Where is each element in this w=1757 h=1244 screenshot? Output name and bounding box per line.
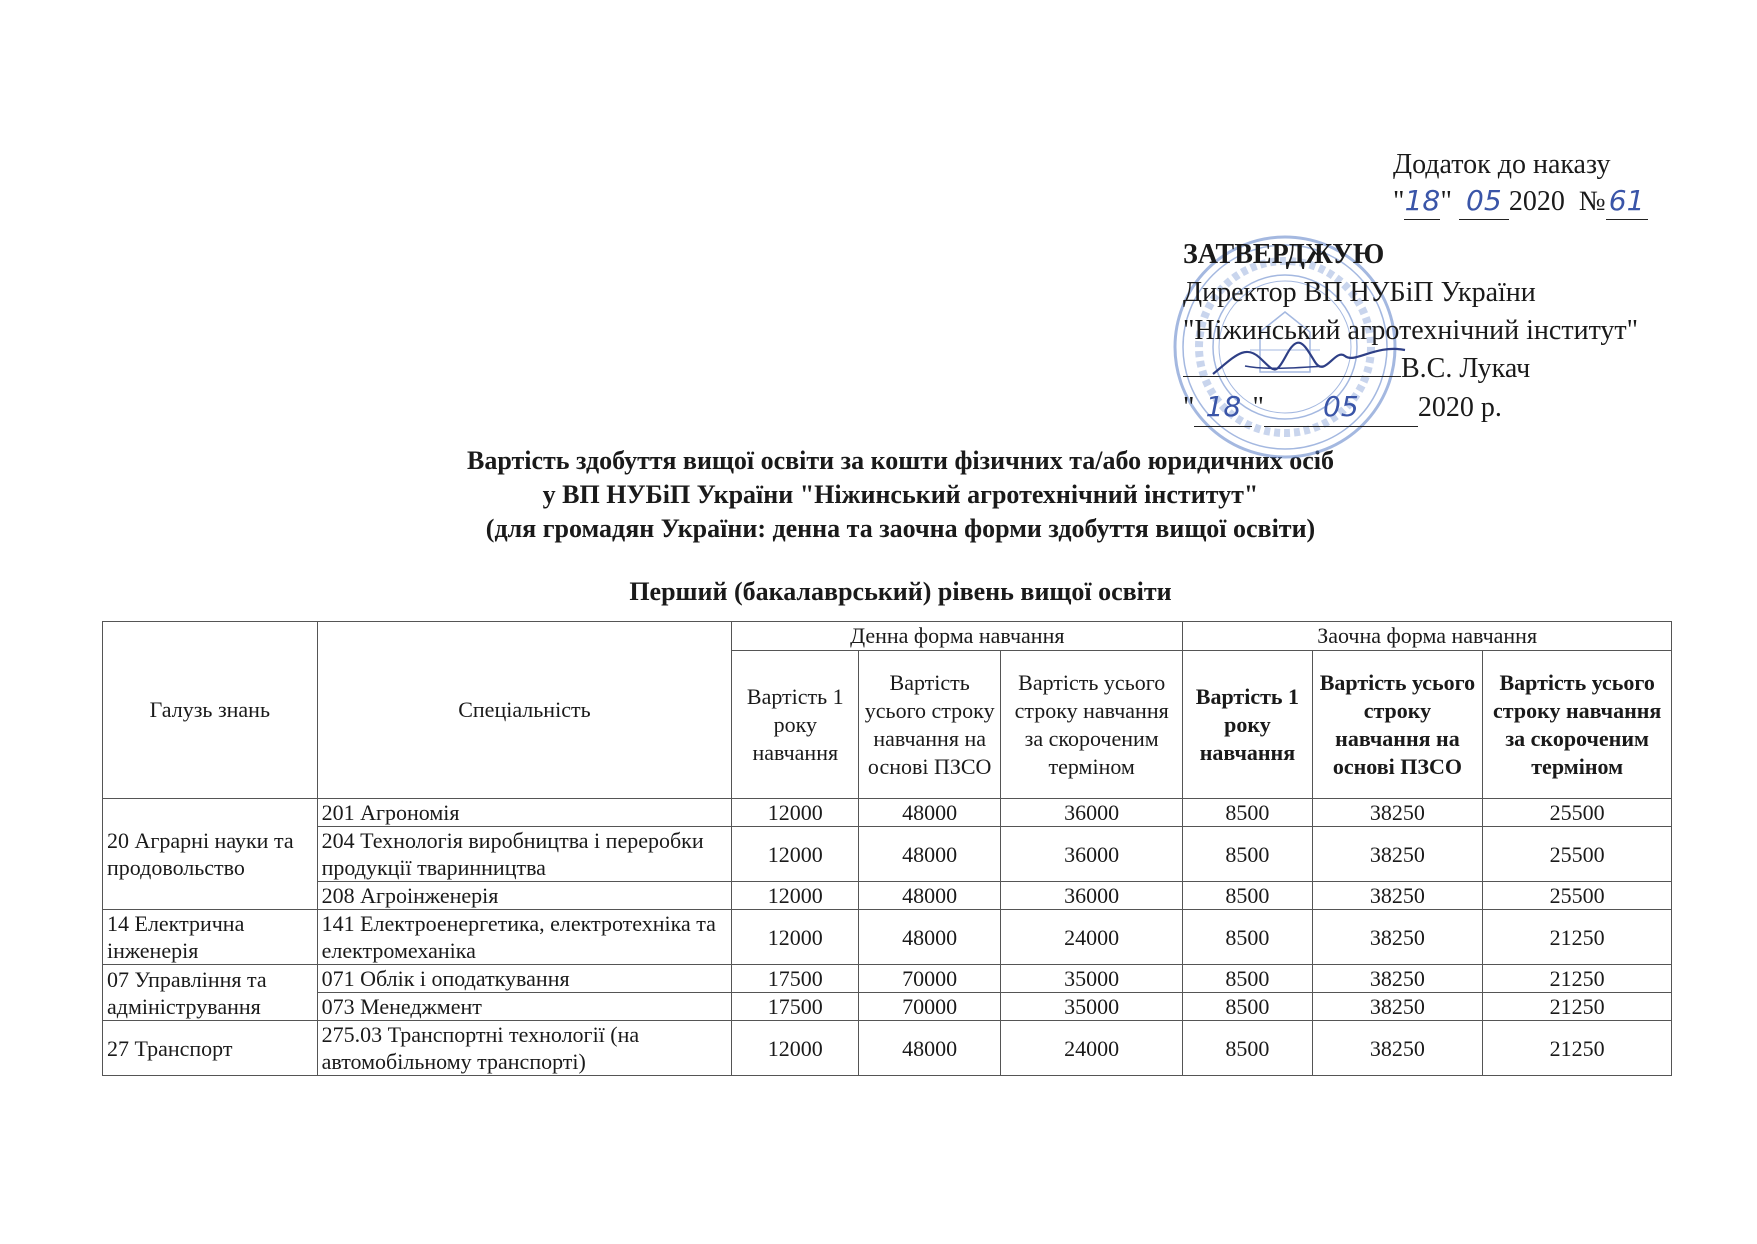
- appendix-order-line: "18" 05 2020 № 61: [1393, 183, 1648, 220]
- table-row: [103, 965, 1672, 993]
- header-day-form: Денна форма навчання: [732, 622, 1183, 651]
- value-cell: 8500: [1183, 993, 1312, 1021]
- approval-heading: ЗАТВЕРДЖУЮ: [1183, 239, 1385, 270]
- value-cell: 21250: [1483, 910, 1672, 965]
- area-cell: 14 Електрична інженерія: [103, 910, 318, 965]
- approval-year: 2020 р.: [1417, 392, 1502, 423]
- appendix-number: 61: [1606, 183, 1648, 220]
- value-cell: 24000: [1001, 910, 1183, 965]
- value-cell: 12000: [732, 799, 859, 827]
- value-cell: 17500: [732, 965, 859, 993]
- value-cell: 21250: [1483, 993, 1672, 1021]
- header-area: Галузь знань: [103, 622, 318, 799]
- value-cell: 48000: [859, 1021, 1001, 1076]
- value-cell: 12000: [732, 882, 859, 910]
- value-cell: 38250: [1312, 882, 1483, 910]
- approval-date-line: " 18 " 05 2020 р.: [1183, 388, 1638, 427]
- approval-month: 05: [1264, 388, 1418, 427]
- specialty-cell: 204 Технологія виробництва і переробки продукції тваринництва: [317, 827, 732, 882]
- header-day-full: Вартість усього строку навчання на основі ПЗСО: [859, 651, 1001, 799]
- value-cell: 70000: [859, 965, 1001, 993]
- value-cell: 21250: [1483, 965, 1672, 993]
- table-row: [103, 799, 1672, 827]
- appendix-block: [1393, 147, 1648, 220]
- specialty-cell: 073 Менеджмент: [317, 993, 732, 1021]
- specialty-cell: 201 Агрономія: [317, 799, 732, 827]
- value-cell: 25500: [1483, 882, 1672, 910]
- header-extramural-year: Вартість 1 року навчання: [1183, 651, 1312, 799]
- value-cell: 38250: [1312, 965, 1483, 993]
- appendix-month: 05: [1459, 183, 1509, 220]
- appendix-year: 2020: [1508, 186, 1565, 217]
- table-row: [103, 993, 1672, 1021]
- header-extramural-short: Вартість усього строку навчання за скороченим терміном: [1483, 651, 1672, 799]
- approval-position-line2: "Ніжинський агротехнічний інститут": [1183, 315, 1639, 346]
- value-cell: 36000: [1001, 799, 1183, 827]
- table-row: [103, 882, 1672, 910]
- value-cell: 38250: [1312, 827, 1483, 882]
- header-row-groups: [103, 622, 1672, 651]
- header-specialty: Спеціальність: [317, 622, 732, 799]
- appendix-day: 18: [1404, 183, 1440, 220]
- appendix-title: Додаток до наказу: [1393, 149, 1611, 180]
- value-cell: 25500: [1483, 827, 1672, 882]
- value-cell: 25500: [1483, 799, 1672, 827]
- education-level-title: Перший (бакалаврський) рівень вищої освіти: [629, 577, 1172, 606]
- value-cell: 8500: [1183, 965, 1312, 993]
- value-cell: 48000: [859, 910, 1001, 965]
- doc-title-line2: у ВП НУБіП України "Ніжинський агротехнічний інститут": [542, 480, 1259, 509]
- value-cell: 38250: [1312, 910, 1483, 965]
- value-cell: 48000: [859, 827, 1001, 882]
- table-row: [103, 910, 1672, 965]
- header-day-year: Вартість 1 року навчання: [732, 651, 859, 799]
- value-cell: 8500: [1183, 910, 1312, 965]
- value-cell: 8500: [1183, 827, 1312, 882]
- header-extramural-form: Заочна форма навчання: [1183, 622, 1672, 651]
- table-row: [103, 827, 1672, 882]
- table-row: [103, 1021, 1672, 1076]
- value-cell: 24000: [1001, 1021, 1183, 1076]
- value-cell: 38250: [1312, 799, 1483, 827]
- specialty-cell: 071 Облік і оподаткування: [317, 965, 732, 993]
- approval-day: 18: [1194, 388, 1252, 427]
- value-cell: 48000: [859, 799, 1001, 827]
- value-cell: 8500: [1183, 882, 1312, 910]
- value-cell: 36000: [1001, 882, 1183, 910]
- value-cell: 36000: [1001, 827, 1183, 882]
- header-extramural-full: Вартість усього строку навчання на основі ПЗСО: [1312, 651, 1483, 799]
- value-cell: 48000: [859, 882, 1001, 910]
- value-cell: 35000: [1001, 993, 1183, 1021]
- area-cell: 27 Транспорт: [103, 1021, 318, 1076]
- header-day-short: Вартість усього строку навчання за скороченим терміном: [1001, 651, 1183, 799]
- value-cell: 8500: [1183, 799, 1312, 827]
- value-cell: 21250: [1483, 1021, 1672, 1076]
- specialty-cell: 275.03 Транспортні технології (на автомобільному транспорті): [317, 1021, 732, 1076]
- area-cell: 07 Управління та адміністрування: [103, 965, 318, 1021]
- specialty-cell: 208 Агроінженерія: [317, 882, 732, 910]
- value-cell: 8500: [1183, 1021, 1312, 1076]
- doc-title-line3: (для громадян України: денна та заочна форми здобуття вищої освіти): [485, 514, 1316, 543]
- specialty-cell: 141 Електроенергетика, електротехніка та електромеханіка: [317, 910, 732, 965]
- value-cell: 17500: [732, 993, 859, 1021]
- value-cell: 35000: [1001, 965, 1183, 993]
- approval-position-line1: Директор ВП НУБіП України: [1183, 277, 1536, 308]
- value-cell: 38250: [1312, 1021, 1483, 1076]
- value-cell: 12000: [732, 910, 859, 965]
- value-cell: 12000: [732, 1021, 859, 1076]
- tuition-cost-table: [102, 621, 1672, 1076]
- value-cell: 70000: [859, 993, 1001, 1021]
- value-cell: 38250: [1312, 993, 1483, 1021]
- doc-title-line1: Вартість здобуття вищої освіти за кошти фізичних та/або юридичних осіб: [466, 446, 1335, 475]
- director-signature: [1205, 326, 1425, 386]
- director-name: В.С. Лукач: [1401, 353, 1531, 384]
- area-cell: 20 Аграрні науки та продовольство: [103, 799, 318, 910]
- value-cell: 12000: [732, 827, 859, 882]
